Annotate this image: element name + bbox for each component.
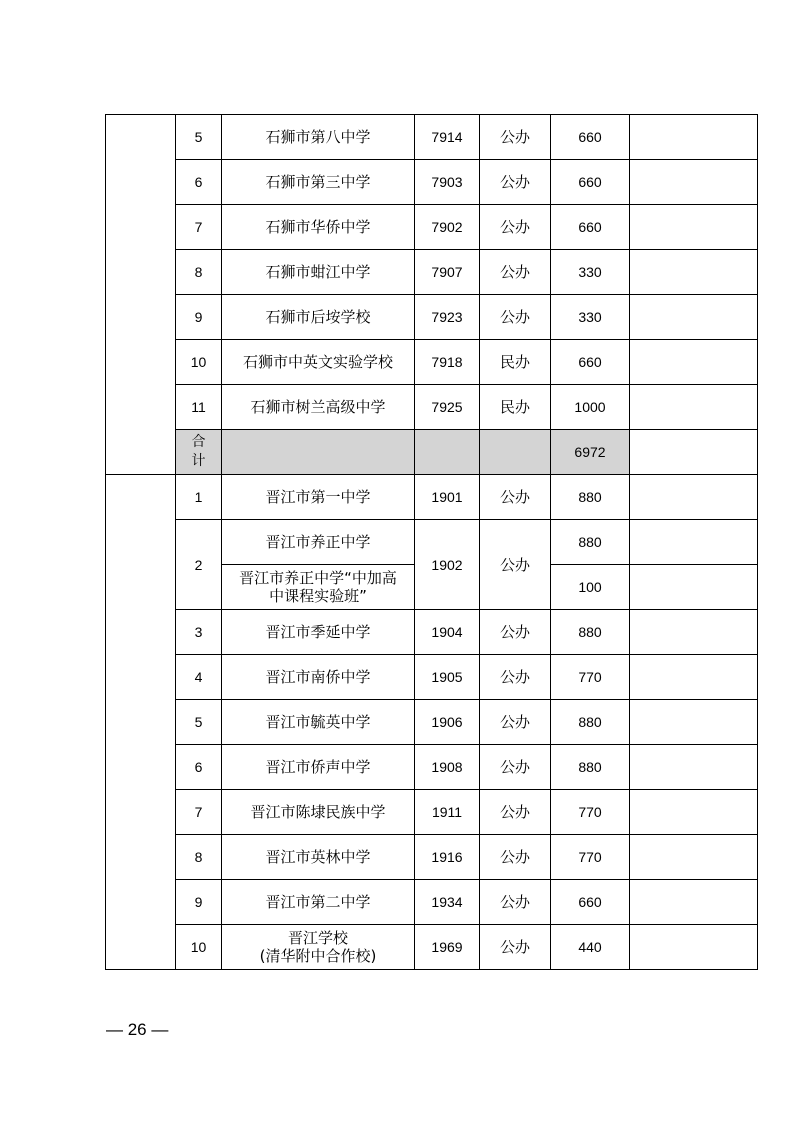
row-number: 9	[176, 295, 222, 340]
row-number: 5	[176, 700, 222, 745]
total-label	[176, 430, 222, 475]
note-cell	[630, 745, 758, 790]
school-name-line: 中课程实验班”	[269, 587, 367, 605]
note-cell	[630, 790, 758, 835]
school-code: 7914	[415, 115, 480, 160]
row-number: 10	[176, 925, 222, 970]
school-code: 1904	[415, 610, 480, 655]
school-name: 石狮市第三中学	[222, 160, 415, 205]
row-number: 4	[176, 655, 222, 700]
table-row	[106, 340, 758, 385]
admission-quota-table	[105, 114, 758, 970]
row-number: 3	[176, 610, 222, 655]
table-row	[106, 745, 758, 790]
school-name: 晋江市第一中学	[222, 475, 415, 520]
quota: 880	[551, 700, 630, 745]
note-cell	[630, 115, 758, 160]
note-cell	[630, 475, 758, 520]
school-type: 公办	[480, 610, 551, 655]
school-type: 公办	[480, 205, 551, 250]
school-code: 7903	[415, 160, 480, 205]
school-code: 7923	[415, 295, 480, 340]
row-number: 10	[176, 340, 222, 385]
quota: 660	[551, 160, 630, 205]
school-name: 晋江市毓英中学	[222, 700, 415, 745]
note-cell	[630, 520, 758, 565]
total-label-line: 计	[191, 453, 206, 469]
row-number: 6	[176, 160, 222, 205]
table-row	[106, 610, 758, 655]
school-type: 公办	[480, 880, 551, 925]
note-cell	[630, 340, 758, 385]
row-number: 9	[176, 880, 222, 925]
school-code: 1906	[415, 700, 480, 745]
quota: 880	[551, 520, 630, 565]
school-type: 公办	[480, 115, 551, 160]
school-type: 公办	[480, 790, 551, 835]
row-number: 1	[176, 475, 222, 520]
row-number: 11	[176, 385, 222, 430]
total-type-cell	[480, 430, 551, 475]
note-cell	[630, 250, 758, 295]
table-row	[106, 160, 758, 205]
school-code: 1934	[415, 880, 480, 925]
note-cell	[630, 655, 758, 700]
table-row	[106, 295, 758, 340]
quota: 770	[551, 655, 630, 700]
school-name: 石狮市树兰高级中学	[222, 385, 415, 430]
row-number: 8	[176, 250, 222, 295]
quota: 880	[551, 475, 630, 520]
school-name: 石狮市中英文实验学校	[222, 340, 415, 385]
table-row	[106, 205, 758, 250]
school-code: 1916	[415, 835, 480, 880]
table-row	[106, 475, 758, 520]
note-cell	[630, 835, 758, 880]
school-type: 公办	[480, 520, 551, 610]
quota: 660	[551, 205, 630, 250]
row-number: 2	[176, 520, 222, 610]
school-name: 晋江市侨声中学	[222, 745, 415, 790]
district-cell	[106, 115, 176, 475]
school-type: 公办	[480, 295, 551, 340]
quota: 880	[551, 745, 630, 790]
school-name: 晋江市第二中学	[222, 880, 415, 925]
row-number: 7	[176, 790, 222, 835]
school-code: 1911	[415, 790, 480, 835]
school-name: 晋江市陈埭民族中学	[222, 790, 415, 835]
school-type: 民办	[480, 385, 551, 430]
school-code: 7918	[415, 340, 480, 385]
school-type: 公办	[480, 835, 551, 880]
note-cell	[630, 295, 758, 340]
district-cell	[106, 475, 176, 970]
school-name: 石狮市华侨中学	[222, 205, 415, 250]
quota: 660	[551, 340, 630, 385]
row-number: 6	[176, 745, 222, 790]
school-type: 公办	[480, 160, 551, 205]
total-row	[106, 430, 758, 475]
note-cell	[630, 700, 758, 745]
school-type: 公办	[480, 745, 551, 790]
quota: 770	[551, 790, 630, 835]
table-row	[106, 700, 758, 745]
table-row	[106, 385, 758, 430]
note-cell	[630, 205, 758, 250]
school-name-line: (清华附中合作校)	[259, 947, 377, 965]
school-name: 石狮市蚶江中学	[222, 250, 415, 295]
school-code: 7902	[415, 205, 480, 250]
quota: 770	[551, 835, 630, 880]
school-name-line: 晋江市养正中学“中加高	[239, 569, 397, 587]
table-row	[106, 835, 758, 880]
table-row	[106, 925, 758, 970]
note-cell	[630, 160, 758, 205]
quota: 440	[551, 925, 630, 970]
total-quota: 6972	[551, 430, 630, 475]
table-row	[106, 115, 758, 160]
school-type: 公办	[480, 475, 551, 520]
school-name: 晋江市南侨中学	[222, 655, 415, 700]
table-row	[106, 520, 758, 565]
quota: 880	[551, 610, 630, 655]
note-cell	[630, 880, 758, 925]
note-cell	[630, 385, 758, 430]
table-row	[106, 790, 758, 835]
quota: 330	[551, 295, 630, 340]
quota: 660	[551, 880, 630, 925]
school-code: 7925	[415, 385, 480, 430]
page-number: — 26 —	[106, 1020, 169, 1039]
school-name: 晋江市英林中学	[222, 835, 415, 880]
school-type: 公办	[480, 250, 551, 295]
school-name	[222, 565, 415, 610]
school-code: 1908	[415, 745, 480, 790]
school-name: 石狮市第八中学	[222, 115, 415, 160]
school-name: 晋江市季延中学	[222, 610, 415, 655]
quota: 1000	[551, 385, 630, 430]
total-code-cell	[415, 430, 480, 475]
school-type: 公办	[480, 925, 551, 970]
total-note-cell	[630, 430, 758, 475]
school-name-line: 晋江学校	[287, 929, 348, 947]
school-type: 民办	[480, 340, 551, 385]
table-row	[106, 655, 758, 700]
school-code: 1902	[415, 520, 480, 610]
row-number: 5	[176, 115, 222, 160]
school-type: 公办	[480, 700, 551, 745]
total-label-line: 合	[191, 434, 206, 450]
note-cell	[630, 610, 758, 655]
total-name-cell	[222, 430, 415, 475]
school-code: 7907	[415, 250, 480, 295]
school-code: 1969	[415, 925, 480, 970]
quota: 100	[551, 565, 630, 610]
school-name	[222, 925, 415, 970]
school-code: 1901	[415, 475, 480, 520]
quota: 330	[551, 250, 630, 295]
school-name: 石狮市后垵学校	[222, 295, 415, 340]
row-number: 8	[176, 835, 222, 880]
note-cell	[630, 565, 758, 610]
table-row	[106, 880, 758, 925]
quota: 660	[551, 115, 630, 160]
school-name: 晋江市养正中学	[222, 520, 415, 565]
table-row	[106, 250, 758, 295]
note-cell	[630, 925, 758, 970]
school-code: 1905	[415, 655, 480, 700]
row-number: 7	[176, 205, 222, 250]
school-type: 公办	[480, 655, 551, 700]
